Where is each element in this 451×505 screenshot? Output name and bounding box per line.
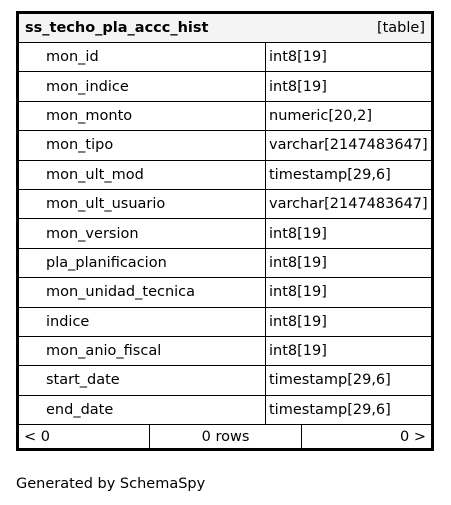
column-type: int8[19] <box>269 254 327 271</box>
column-row <box>19 190 431 219</box>
column-type: varchar[2147483647] <box>269 196 428 213</box>
column-name: mon_monto <box>19 102 266 130</box>
column-type: timestamp[29,6] <box>269 372 391 389</box>
column-name: indice <box>19 308 266 336</box>
column-row <box>19 249 431 278</box>
table-header <box>19 14 431 43</box>
column-name: mon_ult_mod <box>19 161 266 189</box>
column-row <box>19 102 431 131</box>
column-type: int8[19] <box>269 78 327 95</box>
column-type: numeric[20,2] <box>269 107 372 124</box>
column-name: start_date <box>19 366 266 394</box>
column-type: timestamp[29,6] <box>269 401 391 418</box>
column-row <box>19 366 431 395</box>
child-count: 0 > <box>400 428 426 445</box>
column-name: pla_planificacion <box>19 249 266 277</box>
column-row <box>19 337 431 366</box>
column-row <box>19 161 431 190</box>
column-row <box>19 131 431 160</box>
parent-count: < 0 <box>19 425 150 448</box>
generator-credit: Generated by SchemaSpy <box>16 476 206 492</box>
column-type: int8[19] <box>269 225 327 242</box>
table-footer <box>19 425 431 448</box>
column-name: mon_id <box>19 43 266 71</box>
column-name: mon_tipo <box>19 131 266 159</box>
column-type: varchar[2147483647] <box>269 137 428 154</box>
column-type: timestamp[29,6] <box>269 166 391 183</box>
row-count: 0 rows <box>150 425 302 448</box>
column-row <box>19 43 431 72</box>
column-row <box>19 72 431 101</box>
table-name: ss_techo_pla_accc_hist <box>25 20 209 36</box>
column-name: mon_anio_fiscal <box>19 337 266 365</box>
column-list <box>19 43 431 425</box>
column-name: mon_unidad_tecnica <box>19 278 266 306</box>
column-name: mon_ult_usuario <box>19 190 266 218</box>
column-type: int8[19] <box>269 284 327 301</box>
table-kind: [table] <box>376 20 425 36</box>
column-row <box>19 219 431 248</box>
column-type: int8[19] <box>269 313 327 330</box>
column-row <box>19 396 431 425</box>
column-type: int8[19] <box>269 343 327 360</box>
column-row <box>19 278 431 307</box>
column-name: mon_version <box>19 219 266 247</box>
column-row <box>19 308 431 337</box>
column-type: int8[19] <box>269 49 327 66</box>
table-node <box>16 11 434 451</box>
column-name: end_date <box>19 396 266 424</box>
column-name: mon_indice <box>19 72 266 100</box>
